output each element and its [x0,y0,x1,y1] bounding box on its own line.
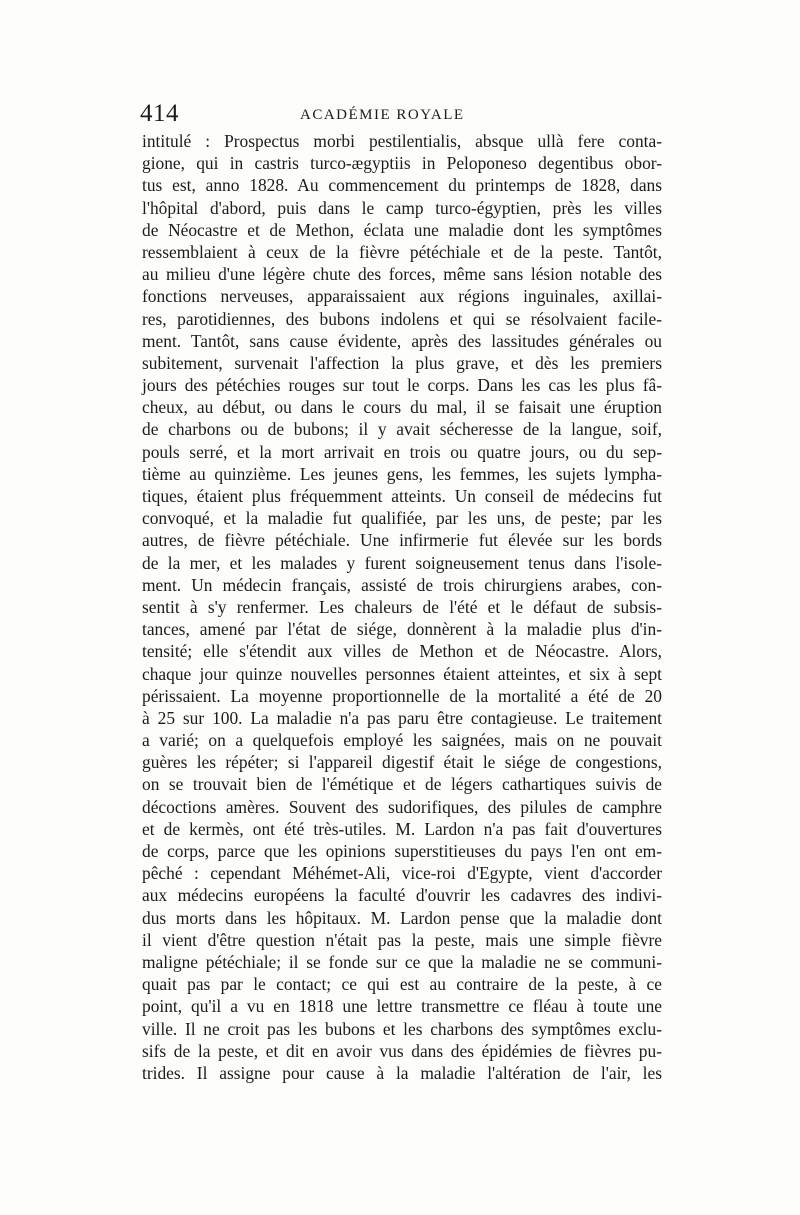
page-number: 414 [140,100,179,127]
text-line: de Néocastre et de Methon, éclata une maladie dont les symptômes [142,219,662,240]
text-line: convoqué, et la maladie fut qualifiée, par les uns, de peste; par les [142,508,662,529]
text-line: point, qu'il a vu en 1818 une lettre transmettre ce fléau à toute une [142,996,662,1017]
text-line: gione, qui in castris turco-ægyptiis in Peloponeso degentibus obor- [142,153,662,174]
text-line: tiques, étaient plus fréquemment atteints. Un conseil de médecins fut [142,486,662,506]
text-line: ville. Il ne croit pas les bubons et les charbons des symptômes exclu- [142,1018,662,1039]
text-line: chaque jour quinze nouvelles personnes étaient atteintes, et six à sept [142,663,662,684]
text-line: au milieu d'une légère chute des forces, même sans lésion notable des [142,264,662,285]
text-line: maligne pétéchiale; il se fonde sur ce que la maladie ne se communi- [142,951,662,972]
text-line: il vient d'être question n'était pas la peste, mais une simple fièvre [142,929,662,950]
text-line: res, parotidiennes, des bubons indolens et qui se résolvaient facile- [142,308,662,329]
text-line: décoctions amères. Souvent des sudorifiques, des pilules de camphre [142,796,662,817]
text-line: jours des pétéchies rouges sur tout le corps. Dans les cas les plus fâ- [142,375,662,396]
text-line: de corps, parce que les opinions superstitieuses du pays l'en ont em- [142,841,662,861]
text-line: dus morts dans les hôpitaux. M. Lardon pense que la maladie dont [142,907,662,928]
text-line: intitulé : Prospectus morbi pestilentialis, absque ullà fere conta- [142,131,662,151]
text-line: pêché : cependant Méhémet-Ali, vice-roi d'Egypte, vient d'accorder [142,863,662,884]
text-line: tensité; elle s'étendit aux villes de Methon et de Néocastre. Alors, [142,641,662,662]
text-line: sentit à s'y renfermer. Les chaleurs de l'été et le défaut de subsis- [142,596,662,617]
text-line: sifs de la peste, et dit en avoir vus dans des épidémies de fièvres pu- [142,1040,662,1061]
text-line: ment. Un médecin français, assisté de trois chirurgiens arabes, con- [142,574,662,595]
text-line: tances, amené par l'état de siége, donnèrent à la maladie plus d'in- [142,619,662,640]
text-line: on se trouvait bien de l'émétique et de légers cathartiques suivis de [142,774,662,795]
text-line: et de kermès, ont été très-utiles. M. Lardon n'a pas fait d'ouvertures [142,818,662,839]
text-line: fonctions nerveuses, apparaissaient aux régions inguinales, axillai- [142,286,662,307]
text-line: subitement, survenait l'affection la plus grave, et dès les premiers [142,352,662,373]
text-line: a varié; on a quelquefois employé les saignées, mais on ne pouvait [142,730,662,751]
text-line: pouls serré, et la mort arrivait en trois ou quatre jours, ou du sep- [142,441,662,462]
running-head: ACADÉMIE ROYALE [300,107,465,123]
text-line: cheux, au début, ou dans le cours du mal, il se faisait une éruption [142,397,662,418]
text-line: autres, de fièvre pétéchiale. Une infirmerie fut élevée sur les bords [142,530,662,551]
text-line: aux médecins européens la faculté d'ouvrir les cadavres des indivi- [142,885,662,906]
text-line: quait pas par le contact; ce qui est au contraire de la peste, à ce [142,974,662,995]
text-line: trides. Il assigne pour cause à la maladie l'altération de l'air, les [142,1062,662,1083]
text-line: ment. Tantôt, sans cause évidente, après des lassitudes générales ou [142,330,662,351]
text-line: périssaient. La moyenne proportionnelle de la mortalité a été de 20 [142,685,662,706]
text-line: tus est, anno 1828. Au commencement du printemps de 1828, dans [142,175,662,196]
text-line: de la mer, et les malades y furent soigneusement tenus dans l'isole- [142,552,662,573]
text-line: à 25 sur 100. La maladie n'a pas paru être contagieuse. Le traitement [142,707,662,728]
text-line: ressemblaient à ceux de la fièvre pétéchiale et de la peste. Tantôt, [142,241,662,262]
text-line: tième au quinzième. Les jeunes gens, les femmes, les sujets lympha- [142,463,662,484]
text-line: l'hôpital d'abord, puis dans le camp turco-égyptien, près les villes [142,197,662,218]
text-line: guères les répéter; si l'appareil digestif était le siége de congestions, [142,752,662,773]
page-header [140,100,660,130]
text-line: de charbons ou de bubons; il y avait sécheresse de la langue, soif, [142,419,662,440]
body-text [142,130,662,1084]
